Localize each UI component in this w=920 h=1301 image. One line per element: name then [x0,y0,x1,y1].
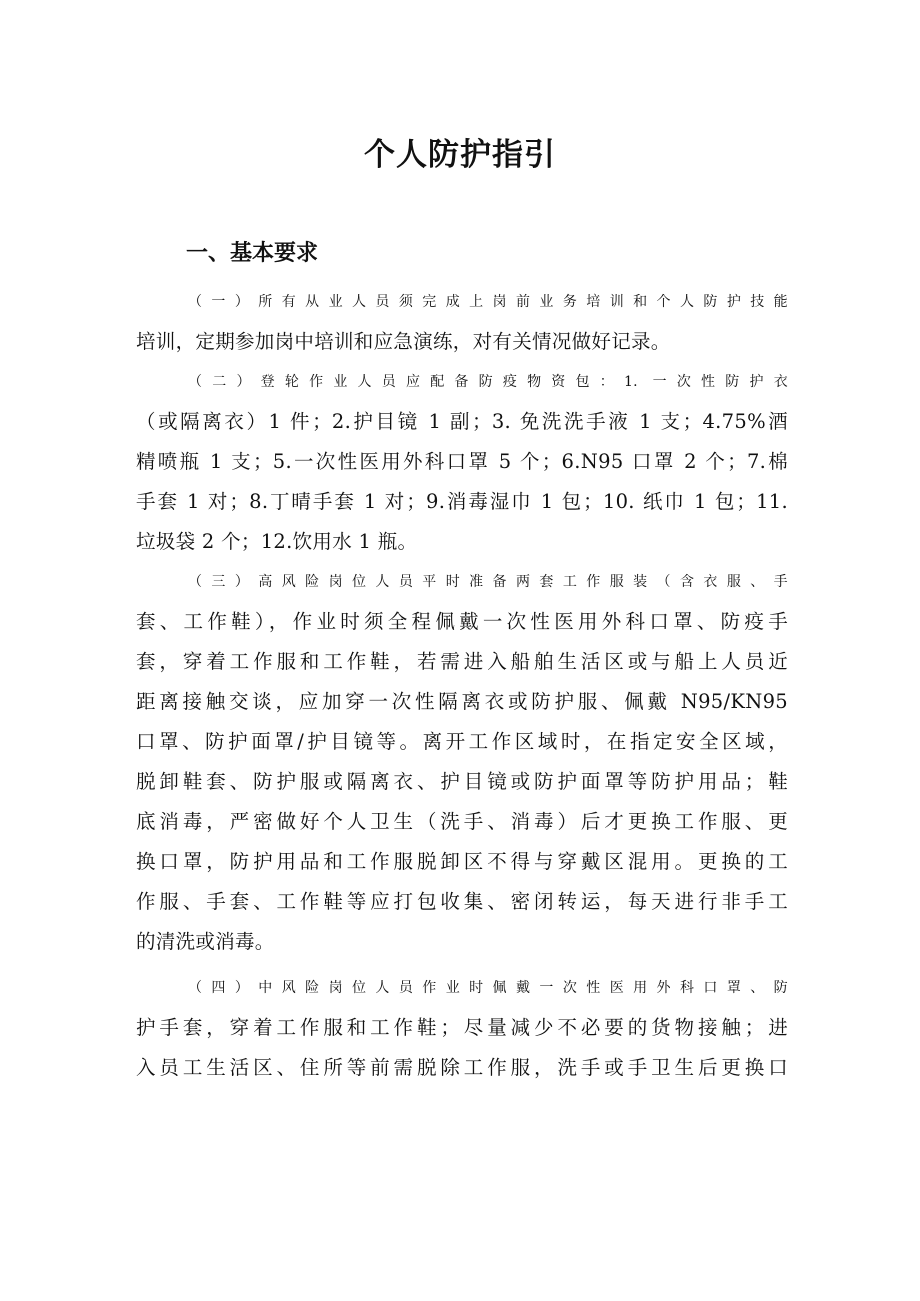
paragraph-line: 套、工作鞋），作业时须全程佩戴一次性医用外科口罩、防疫手 [136,610,788,633]
paragraph-2 [136,362,788,562]
paragraph-line: 作服、手套、工作鞋等应打包收集、密闭转运，每天进行非手工 [136,890,788,913]
paragraph-line: 培训，定期参加岗中培训和应急演练，对有关情况做好记录。 [136,330,671,353]
paragraph-line: 精喷瓶 1 支；5.一次性医用外科口罩 5 个；6.N95 口罩 2 个；7.棉 [136,450,788,473]
paragraph-1 [136,282,788,362]
paragraph-line: 垃圾袋 2 个；12.饮用水 1 瓶。 [136,530,418,553]
paragraph-line: 换口罩，防护用品和工作服脱卸区不得与穿戴区混用。更换的工 [136,850,788,873]
page-title: 个人防护指引 [364,137,556,173]
paragraph-line: 的清洗或消毒。 [136,930,275,953]
paragraph-line: 口罩、防护面罩/护目镜等。离开工作区域时，在指定安全区域， [136,730,788,753]
paragraph-line: 手套 1 对；8.丁晴手套 1 对；9.消毒湿巾 1 包；10. 纸巾 1 包；11. [136,490,788,513]
paragraph-3 [136,562,788,962]
paragraph-line: 底消毒，严密做好个人卫生（洗手、消毒）后才更换工作服、更 [136,810,788,833]
paragraph-line: 护手套，穿着工作服和工作鞋；尽量减少不必要的货物接触；进 [136,1016,788,1039]
paragraph-line: 距离接触交谈，应加穿一次性隔离衣或防护服、佩戴 N95/KN95 [136,690,788,713]
paragraph-line: （三）高风险岗位人员平时准备两套工作服装（含衣服、手 [188,574,788,590]
paragraph-line: （四）中风险岗位人员作业时佩戴一次性医用外科口罩、防 [188,980,788,996]
paragraph-line: （二）登轮作业人员应配备防疫物资包：1. 一次性防护衣 [188,374,788,390]
paragraph-4 [136,968,788,1088]
document-body [136,282,788,1088]
paragraph-line: （或隔离衣）1 件；2.护目镜 1 副；3. 免洗洗手液 1 支；4.75%酒 [136,410,788,433]
paragraph-line: （一）所有从业人员须完成上岗前业务培训和个人防护技能 [188,294,788,310]
paragraph-line: 套，穿着工作服和工作鞋，若需进入船舶生活区或与船上人员近 [136,650,788,673]
paragraph-line: 脱卸鞋套、防护服或隔离衣、护目镜或防护面罩等防护用品；鞋 [136,770,788,793]
section-heading: 一、基本要求 [186,241,319,266]
paragraph-line: 入员工生活区、住所等前需脱除工作服，洗手或手卫生后更换口 [136,1056,788,1079]
